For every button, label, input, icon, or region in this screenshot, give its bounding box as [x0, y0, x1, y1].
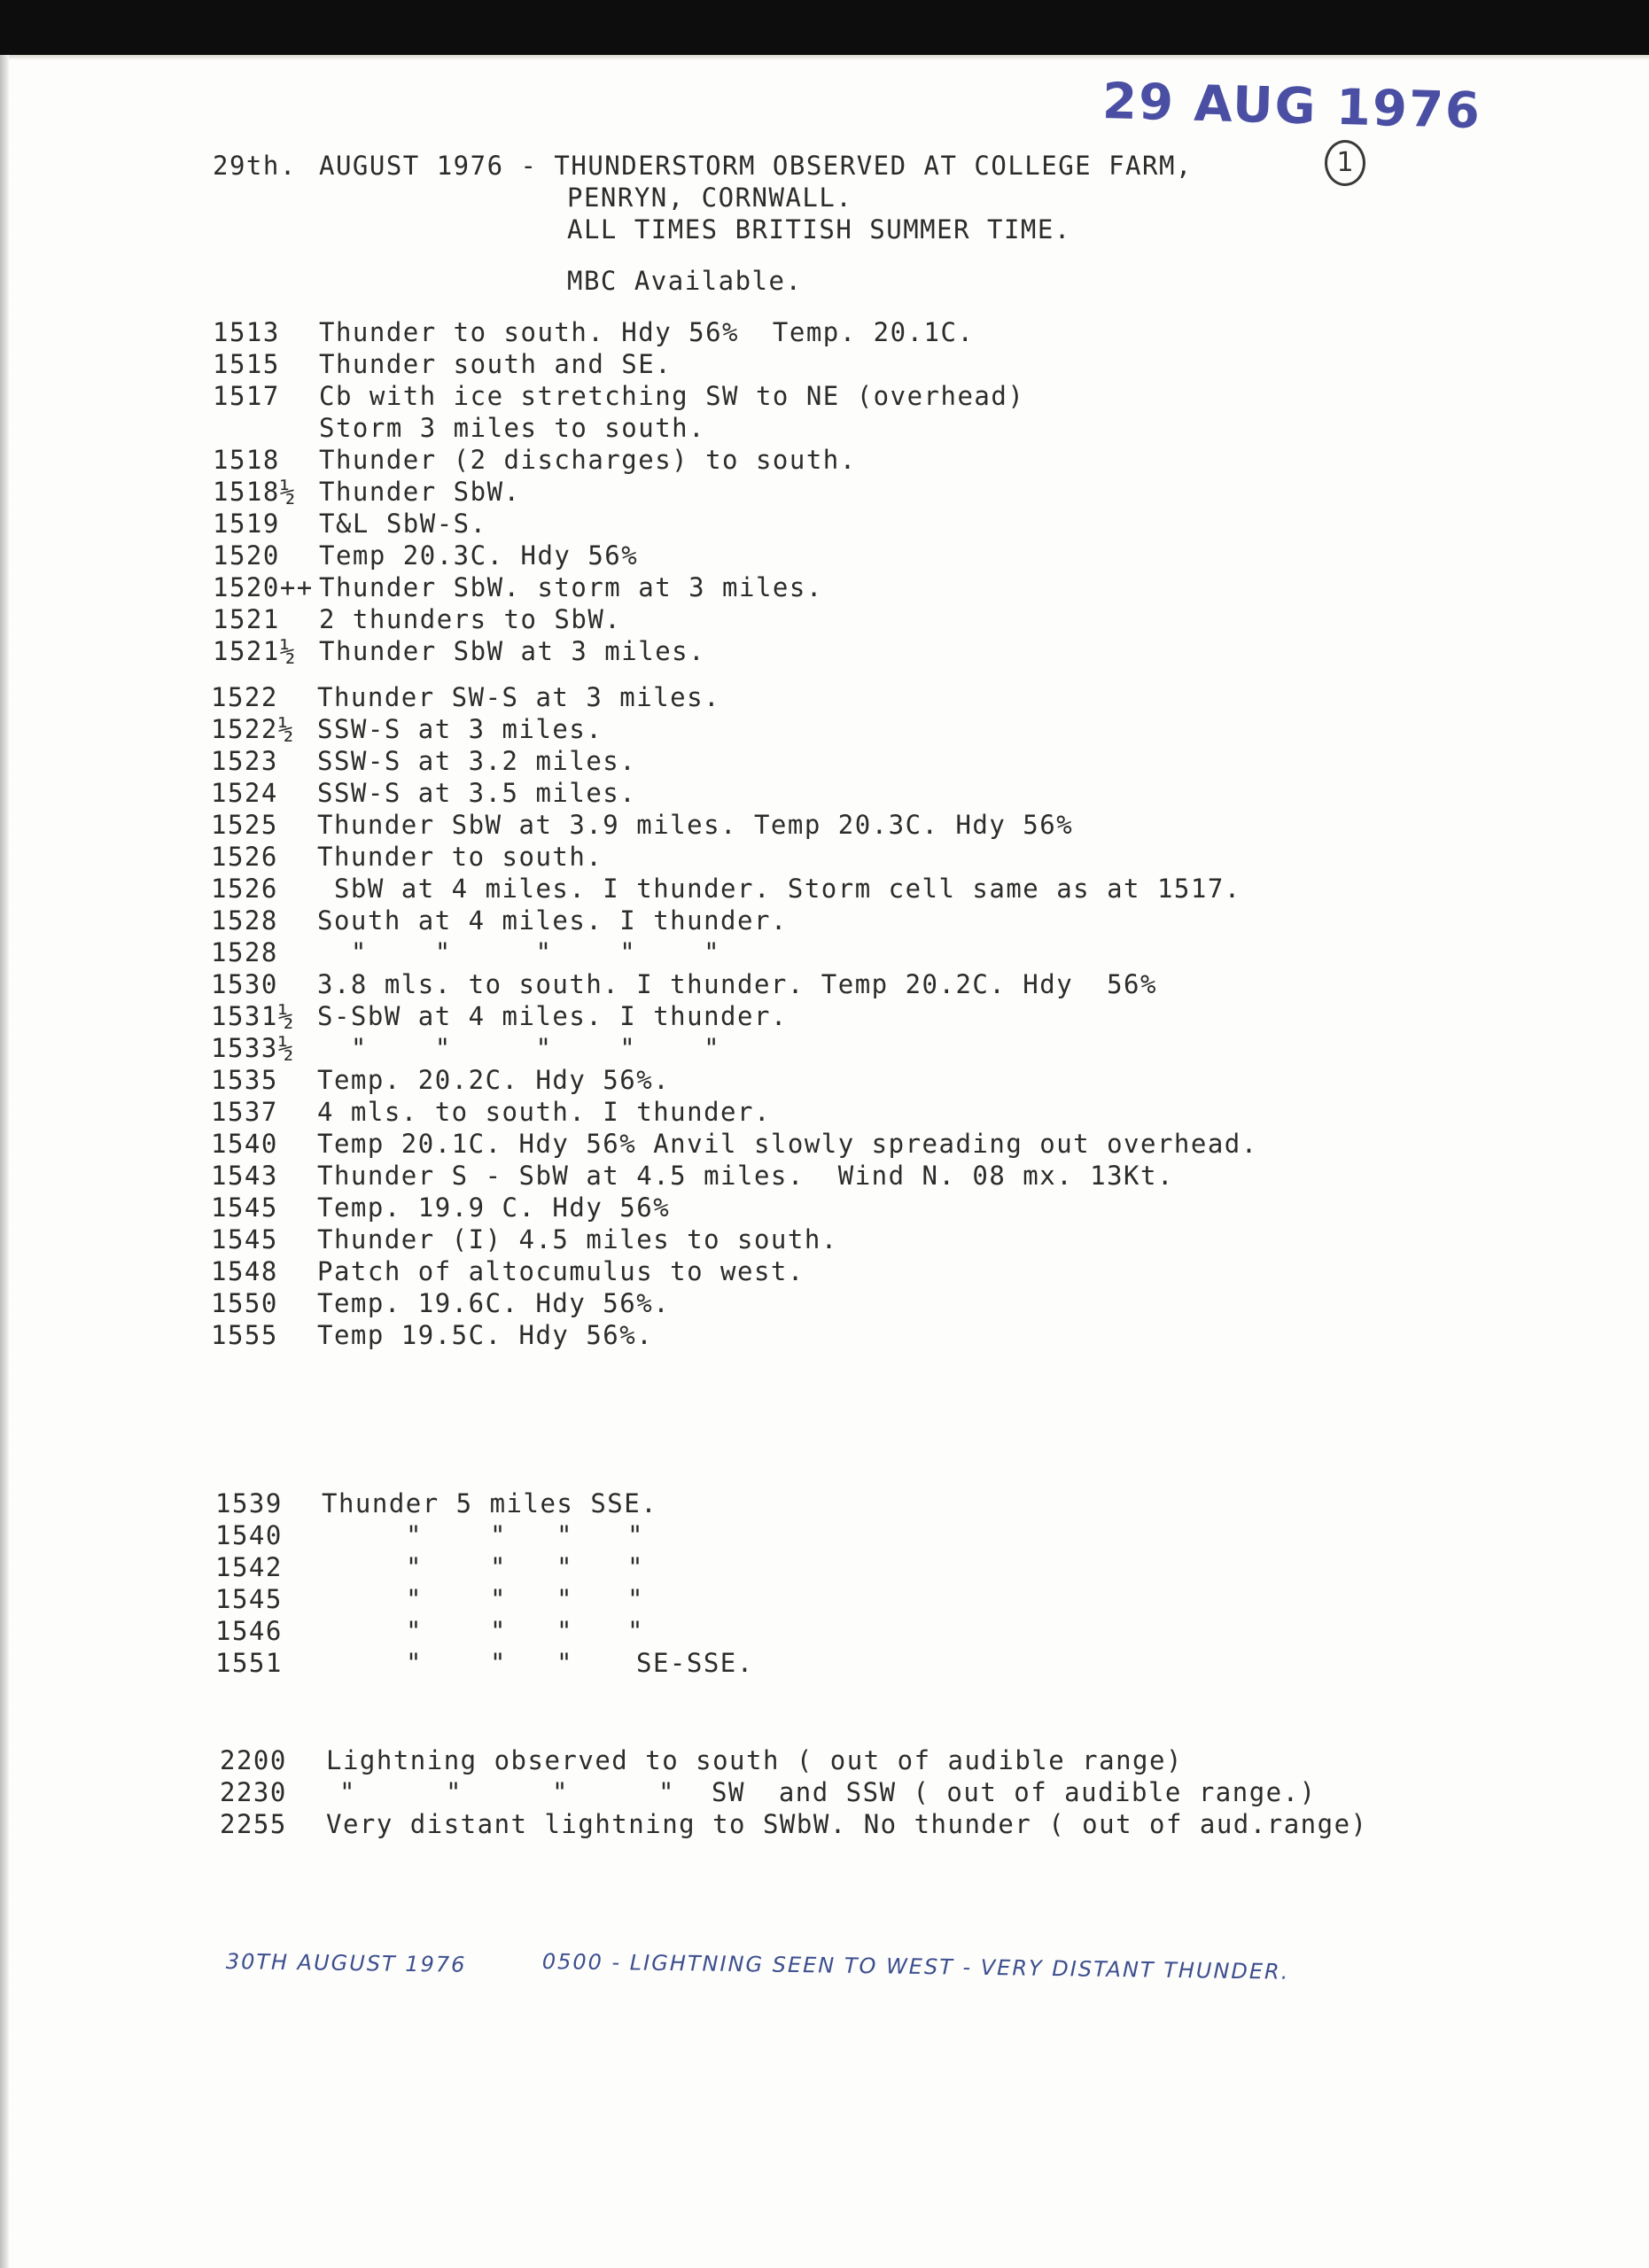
ditto-mark: ": [556, 1584, 573, 1614]
ditto-mark: ": [406, 1616, 423, 1646]
log-entry: [213, 477, 1639, 509]
log-text: Thunder SW-S at 3 miles.: [317, 682, 721, 712]
ditto-mark: ": [556, 1520, 573, 1550]
log-text: " " " " ": [317, 937, 721, 967]
log-time: 1520++: [213, 572, 314, 602]
log-entry: [215, 1488, 1639, 1520]
ditto-mark: ": [490, 1584, 507, 1614]
log-entry: [211, 746, 1639, 778]
ditto-mark: ": [490, 1552, 507, 1582]
log-time: 1537: [211, 1097, 278, 1127]
log-time: 1523: [211, 746, 278, 776]
ditto-mark: ": [627, 1552, 644, 1582]
direction-se-sse: SE-SSE.: [636, 1648, 754, 1678]
log-entry: [211, 1033, 1639, 1065]
log-time: 1524: [211, 778, 278, 808]
log-text: Temp. 20.2C. Hdy 56%.: [317, 1065, 671, 1095]
log-entry: [215, 1648, 1639, 1680]
log-text: Thunder SbW. storm at 3 miles.: [319, 572, 823, 602]
log-entry: [220, 1809, 1639, 1841]
log-time: 1545: [215, 1584, 283, 1614]
log-entry: [213, 604, 1639, 636]
log-time: 1526: [211, 842, 278, 872]
log-entry: [213, 445, 1639, 477]
log-entry: [213, 509, 1639, 540]
ditto-mark: ": [339, 1777, 356, 1807]
log-entry: [213, 317, 1639, 349]
log-time: 2230: [220, 1777, 287, 1807]
ditto-mark: ": [406, 1648, 423, 1678]
log-time: 1548: [211, 1256, 278, 1286]
log-text: " " " " ": [317, 1033, 721, 1063]
log-time: 1520: [213, 540, 280, 571]
log-time: 1517: [213, 381, 280, 411]
log-text: Temp. 19.9 C. Hdy 56%: [317, 1192, 671, 1223]
ditto-mark: ": [446, 1777, 463, 1807]
log-entry: [215, 1616, 1639, 1648]
log-time: 1533½: [211, 1033, 295, 1063]
log-text: 2 thunders to SbW.: [319, 604, 622, 634]
log-entry: [211, 1192, 1639, 1224]
header-title-line3: ALL TIMES BRITISH SUMMER TIME.: [567, 214, 1071, 245]
log-entry: [211, 1097, 1639, 1129]
log-text: Thunder (I) 4.5 miles to south.: [317, 1224, 838, 1254]
scan-top-border: [0, 0, 1649, 55]
log-text: Thunder south and SE.: [319, 349, 673, 379]
log-entry: [211, 969, 1639, 1001]
log-entry: [211, 937, 1639, 969]
log-entry: [211, 1129, 1639, 1161]
log-time: 1540: [211, 1129, 278, 1159]
log-text: Temp 19.5C. Hdy 56%.: [317, 1320, 654, 1350]
log-text: Thunder to south. Hdy 56% Temp. 20.1C.: [319, 317, 975, 347]
log-entry: [213, 413, 1639, 445]
log-time: 1539: [215, 1488, 283, 1518]
log-entry: [211, 1288, 1639, 1320]
log-text: Thunder 5 miles SSE.: [322, 1488, 658, 1518]
log-entry: [220, 1745, 1639, 1777]
log-text: Thunder SbW.: [319, 477, 521, 507]
log-time: 1522½: [211, 714, 295, 744]
log-entry: [211, 1320, 1639, 1352]
log-text: SbW at 4 miles. I thunder. Storm cell same as at 1517.: [317, 874, 1241, 904]
log-entry: [213, 636, 1639, 668]
header-note: MBC Available.: [567, 266, 803, 296]
log-entry: [213, 572, 1639, 604]
log-time: 1518½: [213, 477, 297, 507]
log-entry: [211, 714, 1639, 746]
log-time: 1531½: [211, 1001, 295, 1031]
paper-top-edge: [9, 55, 1649, 60]
log-text: SSW-S at 3.5 miles.: [317, 778, 637, 808]
log-time: 1513: [213, 317, 280, 347]
log-text: Temp 20.3C. Hdy 56%: [319, 540, 639, 571]
log-entry: [211, 1065, 1639, 1097]
log-text: Temp 20.1C. Hdy 56% Anvil slowly spreading out overhead.: [317, 1129, 1258, 1159]
ditto-mark: ": [627, 1616, 644, 1646]
log-entry: [211, 1256, 1639, 1288]
log-time: 1550: [211, 1288, 278, 1318]
log-text: Thunder S - SbW at 4.5 miles. Wind N. 08 mx. 13Kt.: [317, 1161, 1174, 1191]
log-entry: [211, 874, 1639, 905]
log-time: 1525: [211, 810, 278, 840]
log-entry: [211, 905, 1639, 937]
log-entry: [211, 1161, 1639, 1192]
ditto-mark: ": [658, 1777, 675, 1807]
log-entry: [211, 810, 1639, 842]
log-text: 3.8 mls. to south. I thunder. Temp 20.2C. Hdy 56%: [317, 969, 1157, 999]
log-text: South at 4 miles. I thunder.: [317, 905, 788, 936]
ditto-mark: ": [406, 1520, 423, 1550]
log-time: 1545: [211, 1192, 278, 1223]
ditto-mark: ": [406, 1584, 423, 1614]
log-text: SW and SSW ( out of audible range.): [712, 1777, 1317, 1807]
log-text: Patch of altocumulus to west.: [317, 1256, 805, 1286]
log-time: 1530: [211, 969, 278, 999]
log-entry: [213, 349, 1639, 381]
log-time: 1540: [215, 1520, 283, 1550]
ditto-mark: ": [490, 1616, 507, 1646]
log-text: Thunder SbW at 3 miles.: [319, 636, 706, 666]
header-title-line2: PENRYN, CORNWALL.: [567, 183, 853, 213]
log-time: 1515: [213, 349, 280, 379]
log-time: 1545: [211, 1224, 278, 1254]
ditto-mark: ": [627, 1584, 644, 1614]
log-entry: [215, 1520, 1639, 1552]
ditto-mark: ": [556, 1648, 573, 1678]
log-entry: [213, 381, 1639, 413]
log-entry: [211, 778, 1639, 810]
log-text: 4 mls. to south. I thunder.: [317, 1097, 771, 1127]
log-text: Thunder (2 discharges) to south.: [319, 445, 857, 475]
log-time: 1518: [213, 445, 280, 475]
log-time: 2255: [220, 1809, 287, 1839]
log-time: 1528: [211, 937, 278, 967]
log-text: Thunder to south.: [317, 842, 603, 872]
log-time: 1519: [213, 509, 280, 539]
log-time: 1542: [215, 1552, 283, 1582]
log-time: 1528: [211, 905, 278, 936]
log-time: 1543: [211, 1161, 278, 1191]
log-text: S-SbW at 4 miles. I thunder.: [317, 1001, 788, 1031]
log-text: SSW-S at 3 miles.: [317, 714, 603, 744]
handwritten-note: 0500 - LIGHTNING SEEN TO WEST - VERY DISTANT THUNDER.: [541, 1949, 1290, 1984]
log-time: 1526: [211, 874, 278, 904]
ditto-mark: ": [406, 1552, 423, 1582]
log-time: 2200: [220, 1745, 287, 1775]
ditto-mark: ": [556, 1552, 573, 1582]
ditto-mark: ": [556, 1616, 573, 1646]
log-text: Cb with ice stretching SW to NE (overhead): [319, 381, 1025, 411]
log-time: 1522: [211, 682, 278, 712]
log-time: 1555: [211, 1320, 278, 1350]
log-entry: [211, 682, 1639, 714]
log-text: Lightning observed to south ( out of audible range): [326, 1745, 1183, 1775]
log-time: 1521: [213, 604, 280, 634]
ditto-mark: ": [627, 1520, 644, 1550]
log-entry: [215, 1584, 1639, 1616]
date-stamp: 29 AUG 1976: [1101, 73, 1482, 141]
log-time: 1551: [215, 1648, 283, 1678]
handwritten-date: 30TH AUGUST 1976: [225, 1949, 467, 1977]
header-date: 29th.: [213, 151, 297, 181]
ditto-mark: ": [552, 1777, 569, 1807]
log-text: Storm 3 miles to south.: [319, 413, 706, 443]
log-text: Temp. 19.6C. Hdy 56%.: [317, 1288, 671, 1318]
log-entry: [211, 1224, 1639, 1256]
log-time: 1546: [215, 1616, 283, 1646]
log-text: Very distant lightning to SWbW. No thunder ( out of aud.range): [326, 1809, 1368, 1839]
header-title-line1: AUGUST 1976 - THUNDERSTORM OBSERVED AT COLLEGE FARM,: [319, 151, 1193, 181]
page-number: 1: [1325, 140, 1365, 186]
log-text: SSW-S at 3.2 miles.: [317, 746, 637, 776]
log-time: 1535: [211, 1065, 278, 1095]
ditto-mark: ": [490, 1520, 507, 1550]
log-entry: [215, 1552, 1639, 1584]
log-entry: [213, 540, 1639, 572]
log-time: 1521½: [213, 636, 297, 666]
log-text: T&L SbW-S.: [319, 509, 487, 539]
scan-left-edge: [0, 55, 9, 2268]
log-entry: [220, 1777, 1639, 1809]
ditto-mark: ": [490, 1648, 507, 1678]
log-text: Thunder SbW at 3.9 miles. Temp 20.3C. Hdy 56%: [317, 810, 1074, 840]
log-entry: [211, 1001, 1639, 1033]
log-entry: [211, 842, 1639, 874]
